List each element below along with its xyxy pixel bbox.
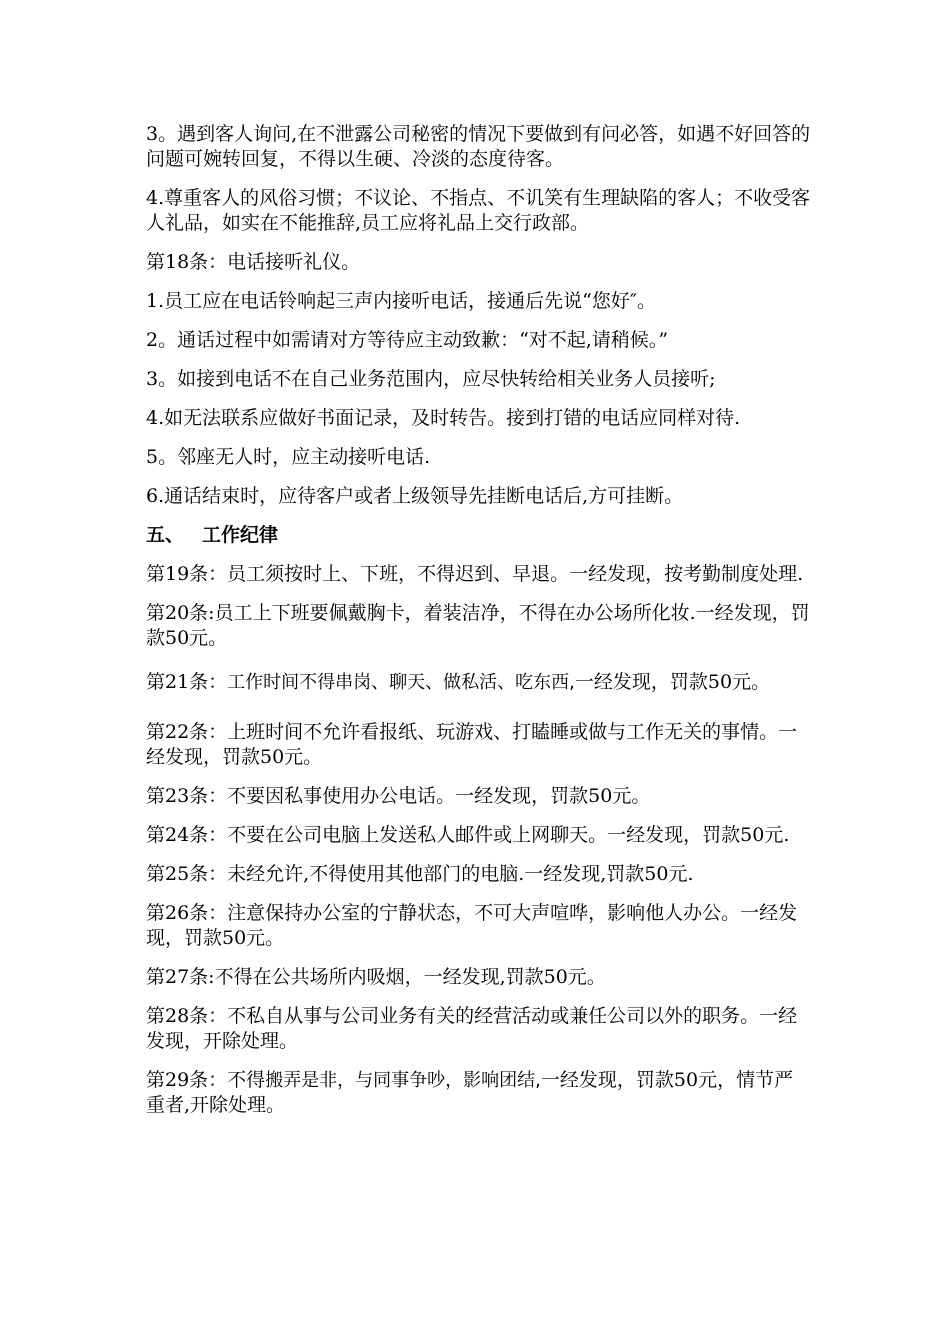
- article-19: 第19条：员工须按时上、下班，不得迟到、早退。一经发现，按考勤制度处理.: [146, 563, 804, 585]
- section-title: 工作纪律: [202, 524, 279, 546]
- document-body: [146, 122, 812, 1132]
- article-29: [146, 1068, 812, 1118]
- article-28: 第28条：不私自从事与公司业务有关的经营活动或兼任公司以外的职务。一经发现，开除处理。: [146, 1005, 798, 1052]
- article-29-body: 搬弄是非，与同事争吵，影响团结,: [265, 1070, 541, 1091]
- article-26: 第26条：注意保持办公室的宁静状态，不可大声喧哗，影响他人办公。一经发现，罚款50元。: [146, 902, 798, 949]
- article-29-prefix: 第29条：不得: [146, 1069, 266, 1091]
- article-20: 第20条:员工上下班要佩戴胸卡，着装洁净，不得在办公场所化妆.一经发现，罚款50元。: [146, 602, 810, 649]
- article-22: 第22条：上班时间不允许看报纸、玩游戏、打瞌睡或做与工作无关的事情。一经发现，罚款50元。: [146, 721, 798, 768]
- article-21-prefix: 第21条：: [146, 671, 228, 693]
- article-29-suffix: 一经发现，罚款50元，情节严重者,开除处理。: [146, 1069, 794, 1116]
- article-25: 第25条：未经允许,不得使用其他部门的电脑.一经发现,罚款50元.: [146, 863, 694, 885]
- article-18-item-5: 5。邻座无人时，应主动接听电话.: [146, 446, 431, 468]
- article-18-item-1: 1.员工应在电话铃响起三声内接听电话，接通后先说“您好″。: [146, 290, 656, 312]
- article-18-item-3: 3。如接到电话不在自己业务范围内，应尽快转给相关业务人员接听;: [146, 368, 716, 390]
- article-18-item-6: 6.通话结束时，应待客户或者上级领导先挂断电话后,方可挂断。: [146, 485, 684, 507]
- article-24: 第24条：不要在公司电脑上发送私人邮件或上网聊天。一经发现，罚款50元.: [146, 824, 790, 846]
- paragraph-4: 4.尊重客人的风俗习惯；不议论、不指点、不讥笑有生理缺陷的客人；不收受客人礼品，如实在不能推辞,员工应将礼品上交行政部。: [146, 187, 811, 234]
- paragraph-3: 3。遇到客人询问,在不泄露公司秘密的情况下要做到有问必答，如遇不好回答的问题可婉转回复，不得以生硬、冷淡的态度待客。: [146, 123, 811, 170]
- article-21: [146, 665, 812, 700]
- article-23: 第23条：不要因私事使用办公电话。一经发现，罚款50元。: [146, 785, 651, 807]
- section-number: 五、: [146, 524, 185, 546]
- article-21-suffix: 一经发现，罚款50元。: [574, 671, 771, 693]
- article-18-item-4: 4.如无法联系应做好书面记录，及时转告。接到打错的电话应同样对待.: [146, 407, 741, 429]
- article-27: 第27条:不得在公共场所内吸烟，一经发现,罚款50元。: [146, 966, 606, 988]
- article-18-item-2: 2。通话过程中如需请对方等待应主动致歉：“对不起,请稍候。”: [146, 329, 669, 351]
- article-18: 第18条：电话接听礼仪。: [146, 251, 361, 273]
- article-21-body: 工作时间不得串岗、聊天、做私活、吃东西,: [227, 672, 575, 693]
- section-heading: [146, 523, 812, 548]
